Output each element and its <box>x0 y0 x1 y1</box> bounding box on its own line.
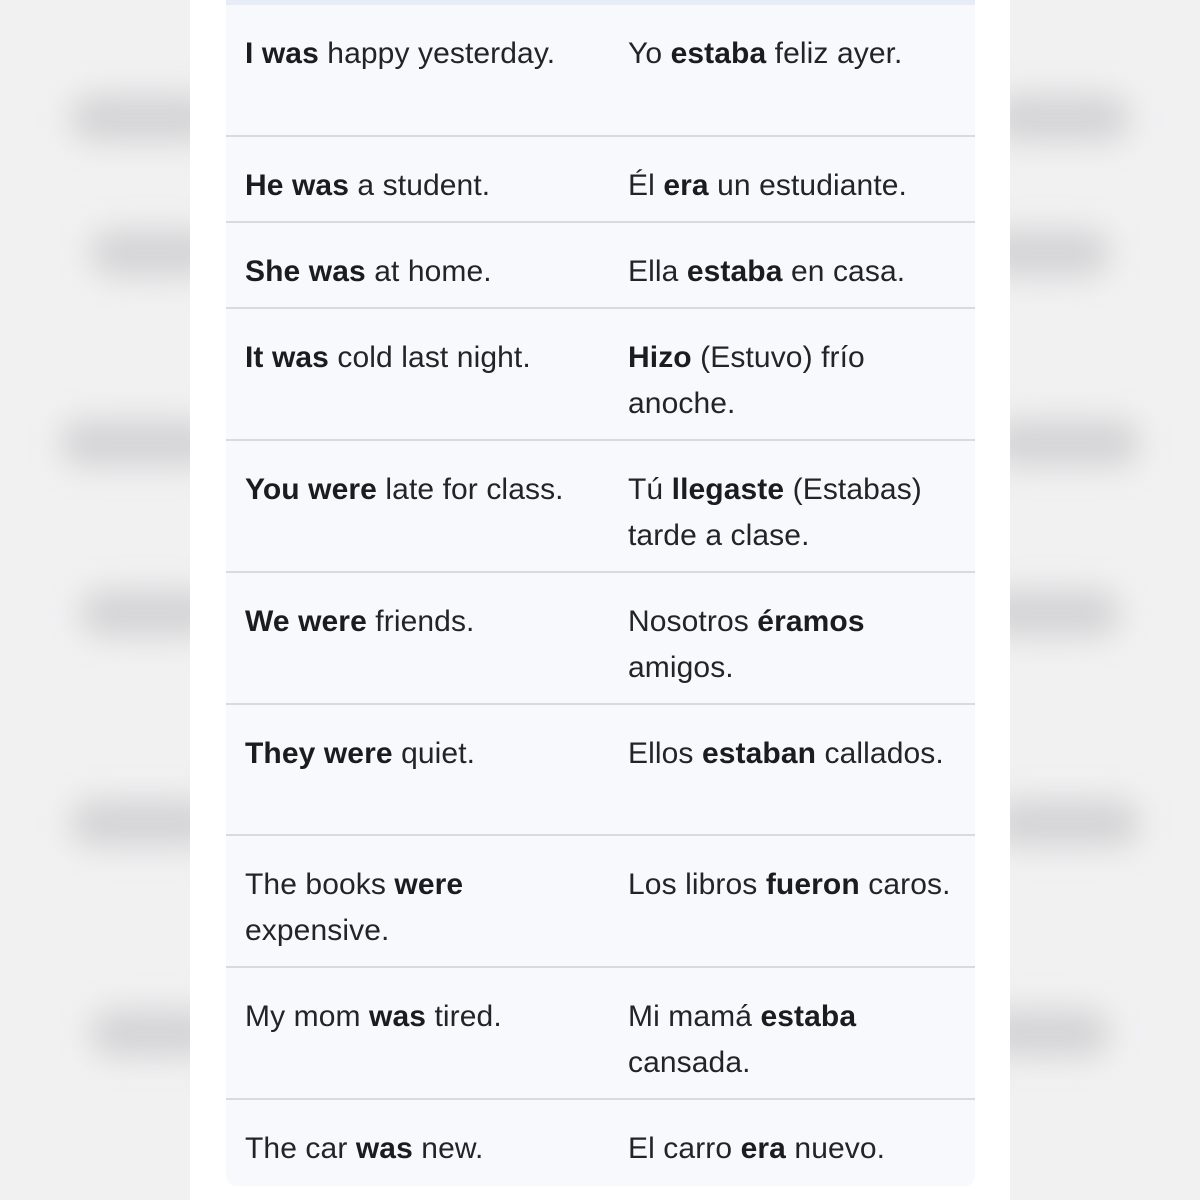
english-cell <box>245 31 605 77</box>
english-cell <box>245 163 605 209</box>
spanish-cell <box>628 862 958 908</box>
blurred-shape <box>1010 420 1140 466</box>
blurred-shape <box>90 230 190 276</box>
table-row <box>226 137 975 223</box>
sentence-text: amigos. <box>628 651 734 684</box>
table-row <box>226 836 975 968</box>
sentence-text: The car <box>245 1132 356 1165</box>
highlighted-verb: It was <box>245 341 329 374</box>
highlighted-verb: She was <box>245 255 366 288</box>
sentence-text: Ellos <box>628 737 702 770</box>
sentence-text: Él <box>628 169 664 202</box>
sentence-text: en casa. <box>782 255 906 288</box>
sentence-text: expensive. <box>245 914 390 947</box>
blurred-shape <box>1010 230 1110 276</box>
table-row <box>226 573 975 705</box>
english-cell <box>245 862 605 954</box>
blurred-background-right <box>1010 0 1200 1200</box>
phone-screen <box>190 0 1010 1200</box>
highlighted-verb: era <box>740 1132 786 1165</box>
sentence-text: (Estuvo) frío anoche. <box>628 341 865 420</box>
sentence-text: Tú <box>628 473 672 506</box>
sentence-text: nuevo. <box>785 1132 886 1165</box>
table-row <box>226 309 975 441</box>
english-cell <box>245 467 605 513</box>
table-row <box>226 441 975 573</box>
highlighted-verb: You were <box>245 473 377 506</box>
blurred-shape <box>1010 1010 1110 1056</box>
spanish-cell <box>628 731 958 777</box>
english-cell <box>245 249 605 295</box>
blurred-shape <box>80 590 190 636</box>
sentence-text: Mi mamá <box>628 1000 761 1033</box>
sentence-text: a student. <box>349 169 491 202</box>
spanish-cell <box>628 1126 958 1172</box>
spanish-cell <box>628 249 958 295</box>
table-row <box>226 705 975 836</box>
table-row <box>226 968 975 1100</box>
table-row <box>226 223 975 309</box>
sentence-text: callados. <box>816 737 944 770</box>
spanish-cell <box>628 335 958 427</box>
highlighted-verb: era <box>663 169 709 202</box>
sentence-text: at home. <box>365 255 492 288</box>
sentence-text: feliz ayer. <box>766 37 903 70</box>
sentence-text: Yo <box>628 37 671 70</box>
sentence-text: El carro <box>628 1132 741 1165</box>
table-row <box>226 1100 975 1186</box>
highlighted-verb: fueron <box>765 868 860 901</box>
sentence-text: cansada. <box>628 1046 751 1079</box>
english-cell <box>245 994 605 1040</box>
sentence-text: friends. <box>366 605 475 638</box>
blurred-shape <box>90 1010 190 1056</box>
sentence-text: late for class. <box>376 473 564 506</box>
english-cell <box>245 335 605 381</box>
blurred-shape <box>70 95 190 141</box>
sentence-text: The books <box>245 868 395 901</box>
sentence-text: (Estabas) tarde a clase. <box>628 473 922 552</box>
english-cell <box>245 1126 605 1172</box>
sentence-text: caros. <box>859 868 951 901</box>
sentence-text: cold last night. <box>328 341 531 374</box>
english-cell <box>245 731 605 777</box>
sentence-text: new. <box>412 1132 484 1165</box>
sentence-text: happy yesterday. <box>318 37 556 70</box>
sentence-text: un estudiante. <box>708 169 907 202</box>
highlighted-verb: was <box>369 1000 427 1033</box>
highlighted-verb: was <box>355 1132 413 1165</box>
spanish-cell <box>628 994 958 1086</box>
highlighted-verb: llegaste <box>671 473 785 506</box>
highlighted-verb: Hizo <box>628 341 692 374</box>
blurred-shape <box>1010 95 1130 141</box>
blurred-shape <box>1010 590 1120 636</box>
sentence-text: Ella <box>628 255 687 288</box>
highlighted-verb: éramos <box>757 605 865 638</box>
blurred-shape <box>60 420 190 466</box>
sentence-text: quiet. <box>392 737 476 770</box>
sentence-text: tired. <box>426 1000 502 1033</box>
highlighted-verb: They were <box>245 737 393 770</box>
highlighted-verb: were <box>394 868 464 901</box>
table-row <box>226 5 975 137</box>
translation-table <box>226 0 975 1186</box>
highlighted-verb: I was <box>245 37 319 70</box>
spanish-cell <box>628 467 958 559</box>
highlighted-verb: He was <box>245 169 349 202</box>
blurred-background-left <box>0 0 190 1200</box>
english-cell <box>245 599 605 645</box>
sentence-text: My mom <box>245 1000 370 1033</box>
highlighted-verb: estaba <box>686 255 783 288</box>
spanish-cell <box>628 599 958 691</box>
highlighted-verb: We were <box>245 605 367 638</box>
highlighted-verb: estaba <box>670 37 767 70</box>
blurred-shape <box>1010 800 1140 846</box>
sentence-text: Nosotros <box>628 605 758 638</box>
spanish-cell <box>628 31 958 77</box>
highlighted-verb: estaban <box>701 737 817 770</box>
spanish-cell <box>628 163 958 209</box>
sentence-text: Los libros <box>628 868 766 901</box>
blurred-shape <box>70 800 190 846</box>
highlighted-verb: estaba <box>760 1000 857 1033</box>
